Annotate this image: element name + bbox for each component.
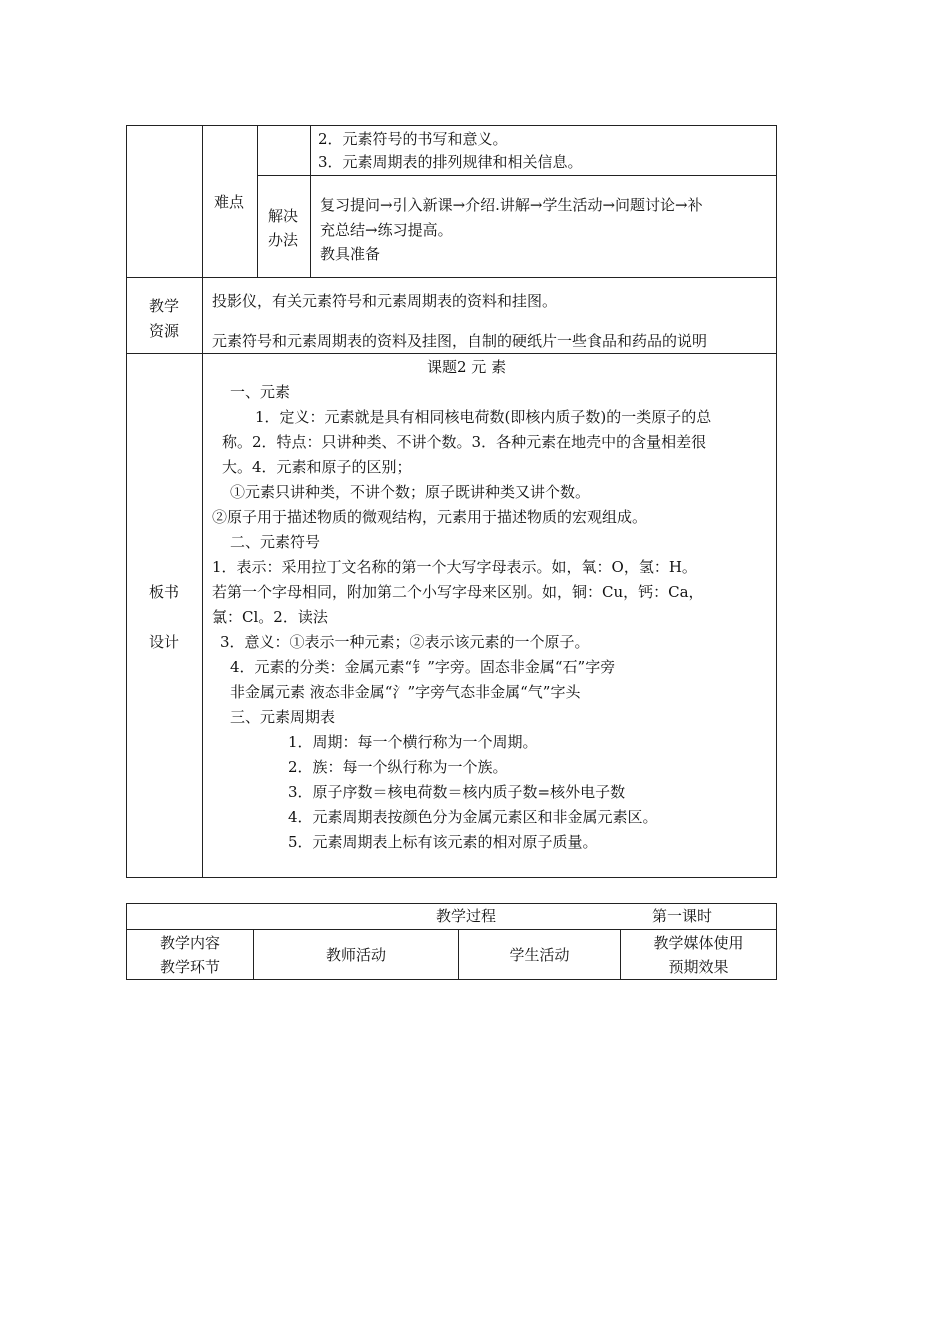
period-label: 第一课时 bbox=[652, 907, 713, 925]
header-media: 预期效果 bbox=[668, 958, 729, 976]
board-line: 4．元素的分类：金属元素“钅”字旁。固态非金属“石”字旁 bbox=[230, 658, 616, 676]
resources-text: 投影仪，有关元素符号和元素周期表的资料和挂图。 bbox=[212, 292, 558, 310]
solution-text: 复习提问→引入新课→介绍.讲解→学生活动→问题讨论→补 bbox=[320, 196, 703, 214]
resources-label: 资源 bbox=[149, 322, 180, 340]
board-line: 大。4．元素和原子的区别； bbox=[222, 458, 412, 476]
board-line: 氯：Cl。2．读法 bbox=[212, 608, 328, 626]
solution-text: 教具准备 bbox=[320, 245, 381, 263]
header-media: 教学媒体使用 bbox=[653, 934, 744, 952]
board-line: 三、元素周期表 bbox=[230, 708, 336, 726]
board-line: 二、元素符号 bbox=[230, 533, 321, 551]
board-line: 4．元素周期表按颜色分为金属元素区和非金属元素区。 bbox=[288, 808, 658, 826]
board-line: 1．周期：每一个横行称为一个周期。 bbox=[288, 733, 538, 751]
board-line: 若第一个字母相同，附加第二个小写字母来区别。如，铜：Cu，钙：Ca， bbox=[212, 583, 704, 601]
board-line: 1．表示：采用拉丁文名称的第一个大写字母表示。如，氧：O，氢：H。 bbox=[212, 558, 697, 576]
board-line: 一、元素 bbox=[230, 383, 291, 401]
board-line: 3．原子序数＝核电荷数＝核内质子数=核外电子数 bbox=[288, 783, 626, 801]
board-label: 设计 bbox=[149, 633, 180, 651]
board-line: 非金属元素 液态非金属“氵”字旁气态非金属“气”字头 bbox=[230, 683, 581, 701]
header-teacher: 教师活动 bbox=[325, 946, 386, 964]
board-line: ②原子用于描述物质的微观结构，元素用于描述物质的宏观组成。 bbox=[212, 508, 648, 526]
header-content: 教学环节 bbox=[159, 958, 220, 976]
board-line: 2．族：每一个纵行称为一个族。 bbox=[288, 758, 508, 776]
difficulty-item: 2．元素符号的书写和意义。 bbox=[318, 130, 508, 148]
difficulty-item: 3．元素周期表的排列规律和相关信息。 bbox=[318, 153, 583, 171]
solution-label: 解决 bbox=[268, 207, 299, 225]
board-line: 1．定义：元素就是具有相同核电荷数(即核内质子数)的一类原子的总 bbox=[255, 408, 712, 426]
header-student: 学生活动 bbox=[509, 946, 570, 964]
board-line: 称。2．特点：只讲种类、不讲个数。3．各种元素在地壳中的含量相差很 bbox=[222, 433, 707, 451]
solution-text: 充总结→练习提高。 bbox=[320, 221, 453, 239]
board-line: 5．元素周期表上标有该元素的相对原子质量。 bbox=[288, 833, 598, 851]
board-line: 3．意义：①表示一种元素；②表示该元素的一个原子。 bbox=[220, 633, 590, 651]
process-title: 教学过程 bbox=[436, 907, 497, 925]
header-content: 教学内容 bbox=[159, 934, 220, 952]
resources-label: 教学 bbox=[149, 297, 180, 315]
board-line: ①元素只讲种类，不讲个数；原子既讲种类又讲个数。 bbox=[230, 483, 591, 501]
resources-text: 元素符号和元素周期表的资料及挂图，自制的硬纸片一些食品和药品的说明 bbox=[212, 332, 708, 350]
solution-label: 办法 bbox=[268, 231, 299, 249]
board-title: 课题2 元 素 bbox=[427, 358, 507, 376]
board-label: 板书 bbox=[149, 583, 180, 601]
difficulty-label: 难点 bbox=[214, 193, 245, 211]
